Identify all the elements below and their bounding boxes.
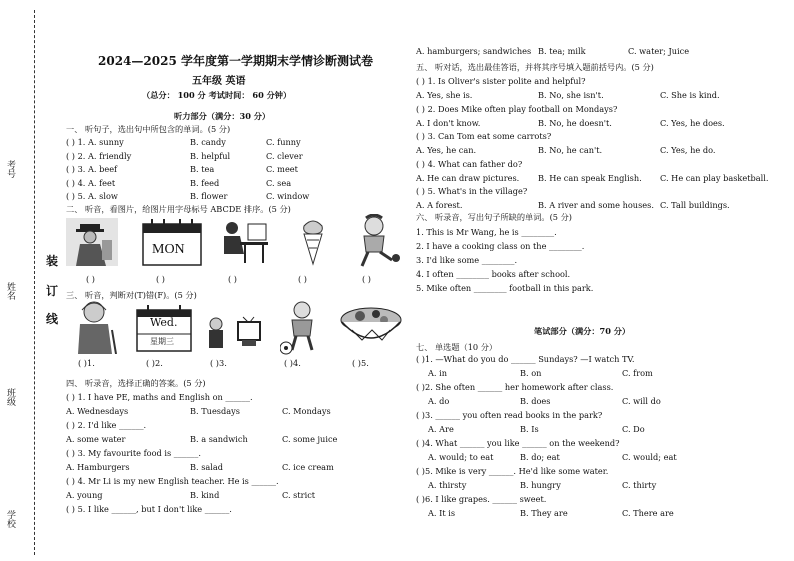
sec6-heading: 六、 听录音，写出句子所缺的单词。(5 分) [416, 212, 572, 222]
sec2-answer-bracket: ( ) [298, 274, 307, 284]
q5-option-c: C. water; Juice [628, 46, 690, 56]
sec4-option-a: A. Hamburgers [66, 462, 130, 472]
sec1-question: ( ) 5. A. slow [66, 191, 118, 202]
sec4-question: ( ) 4. Mr Li is my new English teacher. He is ______. [66, 476, 279, 486]
sec1-option-c: C. window [266, 191, 310, 202]
written-part-title: 笔试部分（满分：70 分） [534, 326, 631, 336]
grade-subject: 五年级 英语 [192, 76, 246, 87]
listening-part-title: 听力部分（满分：30 分） [174, 111, 271, 121]
sec6-sentence: 1. This is Mr Wang, he is ________. [416, 227, 557, 237]
sec1-option-b: B. flower [190, 191, 228, 202]
sec7-option-c: C. from [622, 368, 653, 378]
sec1-option-b: B. feed [190, 177, 220, 188]
sec5-option-b: B. He can speak English. [538, 172, 642, 183]
sec2-answer-bracket: ( ) [228, 274, 237, 284]
label-kaohao: 考号 [5, 160, 15, 178]
sec7-option-a: A. Are [428, 424, 454, 434]
q5-option-a: A. hamburgers; sandwiches [416, 46, 532, 56]
sec4-question: ( ) 1. I have PE, maths and English on ______. [66, 392, 253, 402]
sec2-answer-bracket: ( ) [362, 274, 371, 284]
sec4-option-b: B. Tuesdays [190, 406, 240, 416]
sec7-question: ( )4. What ______ you like ______ on the weekend? [416, 438, 620, 448]
exam-title: 2024—2025 学年度第一学期期末学情诊断测试卷 [98, 54, 373, 68]
sec1-question: ( ) 2. A. friendly [66, 150, 132, 161]
man-at-computer-image [218, 216, 270, 266]
sec5-option-a: A. A forest. [416, 200, 463, 210]
sec7-option-a: A. thirsty [428, 480, 467, 490]
boy-kicking-image [350, 214, 400, 268]
binding-dashed-line [34, 10, 35, 555]
sec7-question: ( )3. ______ you often read books in the park? [416, 410, 603, 420]
sec7-question: ( )6. I like grapes. ______ sweet. [416, 494, 547, 504]
sec3-answer-bracket: ( )5. [352, 358, 369, 368]
sec5-option-c: C. She is kind. [660, 90, 720, 100]
sec7-question: ( )2. She often ______ her homework after class. [416, 382, 614, 392]
sec6-sentence: 2. I have a cooking class on the ________. [416, 241, 585, 251]
sec4-question: ( ) 2. I'd like ______. [66, 420, 147, 430]
score-time: （总分： 100 分 考试时间： 60 分钟） [142, 90, 292, 100]
salad-bowl-image [338, 304, 404, 352]
sec5-option-a: A. I don't know. [416, 117, 481, 128]
sec7-option-a: A. would; to eat [428, 452, 494, 462]
sec7-option-a: A. in [428, 368, 448, 378]
sec5-question: ( ) 1. Is Oliver's sister polite and helpful? [416, 76, 586, 86]
label-banji: 班级 [5, 388, 15, 406]
calendar-mon-text: MON [152, 242, 185, 257]
sec7-option-c: C. would; eat [622, 452, 677, 462]
sec1-question: ( ) 4. A. feet [66, 177, 116, 188]
binding-zhuang: 装 [46, 254, 59, 268]
sec3-answer-bracket: ( )4. [284, 358, 301, 368]
sec5-option-b: B. No, he doesn't. [538, 117, 612, 128]
sec2-answer-bracket: ( ) [86, 274, 95, 284]
old-man-image [72, 300, 118, 354]
sec1-question: ( ) 1. A. sunny [66, 137, 124, 147]
label-xingming: 姓名 [5, 282, 15, 300]
sec2-answer-bracket: ( ) [156, 274, 165, 284]
sec7-option-b: B. Is [520, 424, 539, 434]
calendar-wed-cn: 星期三 [150, 337, 174, 346]
sec1-option-c: C. clever [266, 150, 303, 161]
sec4-option-c: C. Mondays [282, 406, 331, 416]
sec5-heading: 五、 听对话，选出最佳答语，并将其序号填入题前括号内。(5 分) [416, 62, 654, 72]
sec5-option-b: B. No, he can't. [538, 145, 603, 155]
sec7-option-c: C. thirty [622, 480, 657, 490]
q5-option-b: B. tea; milk [538, 46, 586, 56]
sec1-option-c: C. sea [266, 177, 292, 188]
sec3-answer-bracket: ( )2. [146, 358, 163, 368]
sec7-option-a: A. do [428, 396, 450, 406]
sec4-option-a: A. Wednesdays [66, 406, 129, 416]
sec2-heading: 二、 听音，看图片，给图片用字母标号 ABCDE 排序。(5 分) [66, 204, 291, 214]
sec7-option-c: C. will do [622, 396, 661, 406]
sec5-option-c: C. Yes, he does. [660, 117, 725, 128]
binding-ding: 订 [46, 284, 59, 298]
sec5-question: ( ) 3. Can Tom eat some carrots? [416, 131, 552, 141]
ice-cream-image [298, 218, 328, 266]
sec7-option-b: B. They are [520, 508, 568, 518]
sec3-answer-bracket: ( )3. [210, 358, 227, 368]
sec6-sentence: 3. I'd like some ________. [416, 255, 518, 265]
sec5-option-c: C. He can play basketball. [660, 172, 769, 183]
sec7-option-c: C. There are [622, 508, 674, 518]
sec1-option-b: B. helpful [190, 150, 231, 161]
sec5-option-c: C. Yes, he do. [660, 145, 716, 155]
sec1-question: ( ) 3. A. beef [66, 164, 118, 175]
sec6-sentence: 4. I often ________ books after school. [416, 269, 571, 279]
sec4-option-b: B. salad [190, 462, 224, 472]
sec7-option-b: B. does [520, 396, 551, 406]
sec5-option-a: A. Yes, he can. [416, 145, 477, 155]
binding-xian: 线 [46, 312, 59, 326]
sec4-option-a: A. young [66, 490, 103, 500]
watching-tv-image [208, 316, 264, 352]
sec4-option-b: B. kind [190, 490, 220, 500]
sec1-heading: 一、 听句子，选出句中所包含的单词。(5 分) [66, 124, 231, 134]
sec4-question: ( ) 3. My favourite food is ______. [66, 448, 201, 458]
sec4-heading: 四、 听录音，选择正确的答案。(5 分) [66, 378, 206, 388]
sec4-option-c: C. some juice [282, 434, 338, 444]
sec1-option-c: C. funny [266, 137, 301, 147]
sec1-option-b: B. candy [190, 137, 226, 147]
sec5-question: ( ) 5. What's in the village? [416, 186, 528, 196]
sec7-question: ( )1. —What do you do ______ Sundays? —I watch TV. [416, 354, 635, 364]
sec7-option-c: C. Do [622, 424, 645, 434]
sec5-question: ( ) 4. What can father do? [416, 158, 523, 169]
sec7-option-b: B. on [520, 368, 542, 378]
sec3-heading: 三、 听音，判断对(T)错(F)。(5 分) [66, 290, 197, 300]
sec4-option-b: B. a sandwich [190, 434, 248, 444]
sec7-option-b: B. hungry [520, 480, 561, 490]
label-xuexiao: 学校 [5, 510, 15, 528]
boy-football-image [280, 300, 324, 356]
sec4-option-c: C. ice cream [282, 462, 334, 472]
sec5-option-b: B. A river and some houses. [538, 200, 654, 210]
sec5-option-a: A. He can draw pictures. [416, 172, 520, 183]
sec3-answer-bracket: ( )1. [78, 358, 95, 368]
sec7-question: ( )5. Mike is very ______. He'd like some water. [416, 466, 609, 476]
sec7-option-b: B. do; eat [520, 452, 560, 462]
sec4-q5: ( ) 5. I like ______, but I don't like ______. [66, 504, 232, 514]
sec4-option-a: A. some water [66, 434, 126, 444]
sec7-option-a: A. It is [428, 508, 456, 518]
man-with-hat-image [66, 218, 118, 266]
sec1-option-c: C. meet [266, 164, 298, 175]
sec5-option-b: B. No, she isn't. [538, 90, 604, 100]
sec4-option-c: C. strict [282, 490, 316, 500]
sec7-heading: 七、 单选题（10 分） [416, 342, 498, 352]
calendar-wed-text: Wed. [150, 316, 178, 329]
sec5-option-a: A. Yes, she is. [416, 90, 473, 100]
sec1-option-b: B. tea [190, 164, 215, 175]
sec6-sentence: 5. Mike often ________ football in this park. [416, 283, 594, 293]
sec5-question: ( ) 2. Does Mike often play football on Mondays? [416, 103, 618, 114]
sec5-option-c: C. Tall buildings. [660, 200, 730, 210]
